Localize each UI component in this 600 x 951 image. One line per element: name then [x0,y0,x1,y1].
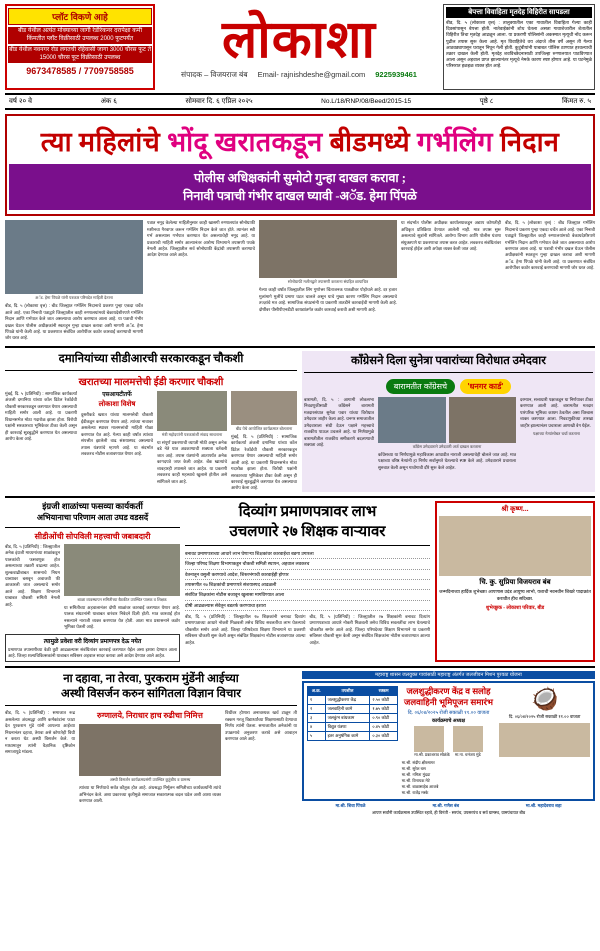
page-count: पृष्ठे ८ [479,98,494,105]
greeting-photo [439,516,591,576]
table-cell: ०.४५ कोटी [370,723,397,732]
disability-point: संबंधित शिक्षकांना नोटीस बजावून खुलासा मागविण्यात आला [185,590,430,600]
table-row [308,696,398,705]
table-header-cell: तपशील [325,687,370,696]
ad-plot-for-sale [5,4,155,90]
issue-date: सोमवार दि. ६ एप्रिल २०२५ [185,98,253,105]
divider-congress [304,372,593,373]
schools-title: इंग्रजी शाळांच्या फसव्या कार्यकर्ती [42,500,143,511]
lead-column-3-text: गेल्या काही वर्षांत जिल्ह्यातील लिंग गुणोत्तर चिंताजनक पातळीवर पोहोचले आहे. दर हजार मुलांमागे मुलींचे प्रमाण घटत चालले असून याचे मुख्य कारण गर्भलिंग निदान असल्याचे तज्ज्ञांचे मत आहे. सामाजिक संघटनांनी या प्रकरणी तातडीने कारवाईची मागणी केली आहे. दोषींवर पीसीपीएनडीटी कायद्यांतर्गत कठोर कारवाई करावी अशी मागणी आहे. [259,287,397,312]
masthead [5,4,595,90]
table-row [308,723,398,732]
lead-column-4: या संदर्भात पोलीस अधीक्षक कार्यालयाकडून अद्याप कोणतीही अधिकृत प्रतिक्रिया देण्यात आलेली नाही. मात्र तपास सुरू असल्याचे सूत्रांनी सांगितले. आरोग्य विभाग आणि पोलीस यंत्रणा संयुक्तपणे या प्रकरणाचा तपास करत आहेत. लवकरच संबंधितांवर कारवाई होईल अशी अपेक्षा व्यक्त केली जात आहे. [401,220,501,251]
disability-point: दोषी आढळल्यास सेवेतून बडतर्फ करण्याचा इशारा [185,601,430,611]
table-cell: ३ [308,714,326,723]
story-congress [302,351,595,492]
price: किंमत रु. ५ [561,98,591,105]
gov-ad-bottom-names [302,803,595,809]
congress-column-3-text: दरम्यान, सत्ताधारी पक्षाकडून या निर्णयावर टीका करण्यात आली आहे. बारामतीत मतदार पारंपरिक भूमिका कायम ठेवतील असा विश्वास व्यक्त करण्यात आला. निवडणुकीच्या तारखा जाहीर झाल्यानंतर प्रचाराला आणखी वेग येईल. [520,396,593,428]
lead-headline [9,122,591,159]
ad-phone: 9673478585 / 7709758585 [26,66,134,76]
greeting-deity-text: श्री कृष्ण... [501,505,529,513]
divider-3 [5,666,595,668]
disability-point: बनावट प्रमाणपत्राच्या आधारे लाभ घेणाऱ्या शिक्षकांवर कारवाईचा बडगा उगारला [185,549,430,559]
guest-list-item: मा.श्री. विनायक मेटे [401,777,430,783]
gov-ad-right-col [499,686,590,795]
ashes-title-line-1: ना दहावा, ना तेरवा, पुरकराम मुंडेंनी आईच्या [63,673,239,686]
headline-part-3: बीडमध्ये [329,127,410,157]
table-row [308,714,398,723]
guest-list-item: मा.श्री. राजेंद्र मस्के [401,789,429,795]
table-cell: २.५० कोटी [370,696,397,705]
section-three [5,501,595,663]
lead-story-columns [5,220,595,342]
news-brief-box [443,4,595,90]
lead-subheadline-band [9,164,591,210]
table-cell: १ [308,696,326,705]
lead-headline-banner [5,114,595,216]
cdr-badge-2: लोकाशा विशेष [98,400,136,408]
ashes-title-line-2: अस्थी विसर्जन करुन सांगितला विज्ञान विचार [61,688,241,701]
cdr-subtitle: खरातच्या मालमत्तेची ईडी करणार चौकशी [78,376,224,388]
congress-column-photos [378,397,516,471]
table-cell: २ [308,705,326,714]
table-cell: इतर अनुषंगिक कामे [325,732,370,741]
bottom-name: मा.श्री. महादेवराव शहा [525,802,562,808]
lead-column-mid-photo [259,220,397,342]
guest-photo-2 [453,726,483,752]
disability-point: जिल्हा परिषद शिक्षण विभागाकडून चौकशी समिती स्थापन, अहवाल लवकरच [185,559,430,569]
gov-ad-footer-line: आपण सर्वांनी कार्यक्रमास उपस्थित रहावे, ही विनंती - सरपंच, उपसरपंच व सर्व ग्रामस्थ, ग्रामपंचायत बीड [371,809,526,815]
schools-column-1: बीड, दि. ५ (प्रतिनिधी) : जिल्ह्यातील अनेक इंग्रजी माध्यमांच्या शाळांकडून पालकांची फसवणूक होत असल्याच्या तक्रारी वाढल्या आहेत. शुल्कवाढीबाबत शासनाचे नियम धाब्यावर बसवून अवाजवी फी आकारली जात असल्याचे समोर आले आहे. शिक्षण विभागाने याबाबत चौकशी समिती नेमली आहे. [5,543,60,607]
gov-ad-table [307,686,398,741]
gov-ad-guest-list [402,760,496,796]
lead-photo-left-caption: अॅड. हेमा पिंपळे यांनी पत्रकार परिषदेत माहिती देताना [35,295,113,301]
news-brief-title: बेपत्ता विवाहिता मृतदेह विहिरीत सापडला [446,7,592,18]
cdr-column-1: मुंबई, दि. ५ (प्रतिनिधी) : सामाजिक कार्यकर्त्या अंजली दमानिया यांच्या कॉल डिटेल रेकॉर्डची चौकशी सरकारकडून करण्यात येणार असल्याची माहिती समोर आली आहे. या प्रकरणी विधानसभेत मोठा गदारोळ झाला होता. विरोधी पक्षांनी सरकारच्या भूमिकेवर टीका केली असून ही कारवाई सूडबुद्धीने करण्यात येत असल्याचा आरोप केला आहे. [5,390,77,441]
issue-number: अंक ६ [100,98,117,105]
disability-body-2: बीड, दि. ५ (प्रतिनिधी) : जिल्ह्यातील २७ शिक्षकांनी बनावट दिव्यांग प्रमाणपत्राच्या आधारे नोकरी मिळवली तसेच विविध सवलतींचा लाभ घेतल्याचे चौकशीत समोर आले आहे. जिल्हा परिषदेच्या शिक्षण विभागाने या प्रकरणी सविस्तर चौकशी सुरू केली असून संबंधित शिक्षकांना नोटीस बजावण्यात आल्या आहेत. [309,613,430,645]
headline-part-1: त्या महिलांचे [40,127,161,157]
gov-ad-right-note: दि. ०६/०४/२०२५ रोजी सकाळी ११.०० वाजता [508,714,581,720]
schools-box-text: प्रमाणपत्र तपासणीच्या वेळी त्रुटी आढळल्यास संबंधितांवर कारवाई करण्यात येईल असा इशारा देण्यात आला आहे. जिल्हा शल्यचिकित्सकांनी याबाबत सविस्तर अहवाल सादर करावा असे आदेश देण्यात आले आहेत. [8,646,177,658]
table-cell: ५ [308,732,326,741]
schools-box-title: त्यामुळे प्रवेशा वरी दिव्यांग प्रमाणपत्र देऊ नयेत [43,638,142,645]
divider-2 [5,496,595,498]
schools-subtitle: अभियानाचा परिणाम आता उघड वडसर्दे [36,512,149,522]
gov-ad-topline: महाराष्ट्र शासन जलयुक्त गावांसाठी महाराष्ट्र अंतर्गत जलजीवन मिशन पुरवठा योजना [302,671,595,679]
ashes-photo [79,724,221,776]
table-cell: विद्युत यंत्रणा [325,723,370,732]
ad-line-1: बीड येथील अत्यंत मोक्याच्या जागी रेडीरेकनर दरापेक्षा कमी किंमतीत प्लॉट विक्रीसाठी उपलब्ध 2000 फूटपर्यंत [8,27,152,44]
coconut-icon: 🥥 [530,686,559,712]
congress-photo-2 [449,397,517,443]
headline-part-5: निदान [499,127,560,157]
table-cell: जलशुद्धीकरण केंद्र [325,696,370,705]
gov-ad-date: दि. ०६/०४/२०२५ रोजी सकाळी ११.०० वाजता [407,709,490,716]
greeting-message: जन्मदिनाच्या हार्दिक शुभेच्छा! आपणास उदंड आयुष्य लाभो, यशाची नवनवीन शिखरे पादाक्रांत करावीत हीच सदिच्छा. [439,588,591,601]
table-row [308,705,398,714]
cdr-photo-1 [157,391,227,431]
divider-schools [5,527,180,528]
congress-badge-left: बारामतीत काँग्रेसचे [386,379,455,394]
congress-title: काँग्रेसने दिला सुनेत्रा पवारांच्या विरोधात उमेदवार [351,354,546,367]
disability-point: वेतनातून वसुली करण्याचे आदेश, शिस्तभंगाची कारवाईही होणार [185,570,430,580]
birthday-greeting-ad [435,501,595,663]
congress-column-2-text: काँग्रेसच्या या निर्णयामुळे महाविकास आघाडीत नाराजी असल्याचेही बोलले जात आहे. मात्र पक्षाच्या वरिष्ठ नेत्यांनी हा निर्णय सर्वानुमते घेतल्याचे स्पष्ट केले आहे. उमेदवाराने प्रचाराला सुरुवात केली असून गावोगावी दौरे सुरू केले आहेत. [378,451,516,470]
guest-name-2: मा.ना. धनंजय मुंडे [454,751,481,757]
section-four [5,671,595,815]
cdr-column-4 [231,391,297,492]
ashes-column-3: विधींवर होणारा अनावश्यक खर्च टाळून ती रक्कम गरजू विद्यार्थ्यांच्या शिक्षणासाठी देण्याचा निर्णय त्यांनी घेतला. समाजातील अनेकांनी या उपक्रमाचे अनुकरण करावे असे आवाहन करण्यात आले आहे. [225,710,297,742]
story-schools [5,501,180,663]
disability-title-line-2: उचलणारे २७ शिक्षक वाऱ्यावर [229,523,386,540]
ashes-subtitle: रुग्णालये, निराधार हाच रुढीचा निमित्त [97,711,203,721]
news-brief-body: बीड, दि. ५ (लोकाशा वृत्त) : तालुक्यातील एका गावातील विवाहिता गेल्या काही दिवसांपासून बेपत्ता होती. नातेवाईकांनी शोध घेतला असता गावाशेजारील शेतातील विहिरीत तिचा मृतदेह आढळून आला. या प्रकरणी पोलिसांनी अकस्मात मृत्यूची नोंद करून पुढील तपास सुरू केला आहे. मृत विवाहितेचे वय अंदाजे तीस वर्षे असून ती गेल्या आठवड्यापासून घरातून निघून गेली होती. कुटुंबीयांनी याबाबत पोलिस ठाण्यात हरवल्याची तक्रार दाखल केली होती. मृतदेह शवविच्छेदनासाठी उपजिल्हा रुग्णालयात पाठविण्यात आला असून अहवाल प्राप्त झाल्यानंतर मृत्यूचे नेमके कारण स्पष्ट होणार आहे. या घटनेमुळे परिसरात हळहळ व्यक्त होत आहे. [446,20,592,69]
greeting-person-name: चि. कु. सुप्रिया विजयराव बंब [479,578,551,586]
subheadline-line-1: पोलीस अधिक्षकांनी सुमोटो गुन्हा दाखल करावा ; [194,171,406,185]
masthead-subline [181,70,417,80]
greeting-from: शुभेच्छुक - लोकाशा परिवार, बीड [485,604,545,611]
table-cell: जलवाहिनी कामे [325,705,370,714]
ad-line-2: बीड येथील नवनगर रोड लगतची रहिवासी जागा 3000 चौरस फूट ते 15000 चौरस फूट विक्रीसाठी उपलब्ध [8,46,152,63]
editor-name: संपादक – विजयराज बंब [181,69,248,79]
table-cell: ०.३० कोटी [370,732,397,741]
cdr-photo-1-caption: मंत्री महोदयांनी पत्रकारांशी संवाद साधताना [161,431,223,437]
story-cdr [5,351,297,492]
table-cell: ४ [308,723,326,732]
cdr-column-3-text: या संपूर्ण प्रकरणाची व्याप्ती मोठी असून अनेक बडे नेते यात अडकण्याची शक्यता वर्तवली जात आहे. तपास यंत्रणांनी आतापर्यंत अनेक कागदपत्रे जप्त केली आहेत. बँक खात्यांचे व्यवहारही तपासले जात आहेत. या प्रकरणी लवकरच काही महत्त्वाचे खुलासे होतील असे सांगितले जात आहे. [157,439,227,484]
guest-photo-1 [414,726,444,752]
lead-column-5: बीड, दि. ५ (लोकाशा वृत्त) : बीड जिल्ह्यात गर्भलिंग निदानाचे प्रकरण पुन्हा एकदा चर्चेत आले आहे. एका निनावी पत्राद्वारे जिल्ह्यातील काही रुग्णालयांमध्ये बेकायदेशीरपणे गर्भलिंग निदान आणि गर्भपात केले जात असल्याचा आरोप करण्यात आला आहे. या पत्राची गंभीर दखल घेऊन पोलीस अधीक्षकांनी स्वतःहून गुन्हा दाखल करावा अशी मागणी अॅड. हेमा पिंपळे यांनी केली आहे. या प्रकरणात संबंधित आरोपींवर कठोर कारवाई करण्याची मागणी जोर धरत आहे. [505,220,595,271]
cdr-photo-2 [231,391,297,425]
divider-disability [185,545,430,546]
cdr-column-4-text: मुंबई, दि. ५ (प्रतिनिधी) : सामाजिक कार्यकर्त्या अंजली दमानिया यांच्या कॉल डिटेल रेकॉर्डची चौकशी सरकारकडून करण्यात येणार असल्याची माहिती समोर आली आहे. या प्रकरणी विधानसभेत मोठा गदारोळ झाला होता. विरोधी पक्षांनी सरकारच्या भूमिकेवर टीका केली असून ही कारवाई सूडबुद्धीने करण्यात येत असल्याचा आरोप केला आहे. [231,433,297,491]
issue-info-strip [5,93,595,110]
lead-photo-left [5,220,143,294]
disability-points [185,549,430,611]
guest-list-item: मा.श्री. बाळासाहेब आजबे [401,783,439,789]
lead-column-1-text: बीड, दि. ५ (लोकाशा वृत्त) : बीड जिल्ह्यात गर्भलिंग निदानाचे प्रकरण पुन्हा एकदा चर्चेत आले आहे. एका निनावी पत्राद्वारे जिल्ह्यातील काही रुग्णालयांमध्ये बेकायदेशीरपणे गर्भलिंग निदान आणि गर्भपात केले जात असल्याचा आरोप करण्यात आला आहे. या पत्राची गंभीर दखल घेऊन पोलीस अधीक्षकांनी स्वतःहून गुन्हा दाखल करावा अशी मागणी अॅड. हेमा पिंपळे यांनी केली आहे. या प्रकरणात संबंधित आरोपींवर कठोर कारवाई करण्याची मागणी जोर धरत आहे. [5,303,143,341]
ashes-photo-caption: अस्थी विसर्जन कार्यक्रमप्रसंगी उपस्थित कुटुंबीय व ग्रामस्थ [109,777,191,783]
headline-part-2: भोंदू खरातकडून [167,127,323,157]
cdr-column-2 [81,391,153,492]
cdr-column-3 [157,391,227,492]
congress-badge-highlight: 'धनगर कार्ड' [460,379,512,394]
congress-badges [304,376,593,394]
table-header-cell: अ.क्र. [308,687,326,696]
whatsapp-number: 9225939461 [375,70,417,79]
divider-cdr [5,370,297,371]
gov-ad-right-photo [499,723,590,757]
cdr-title: दमानियांच्या सीडीआरची सरकारकडून चौकशी [58,352,244,365]
story-ashes [5,671,297,815]
gov-ad-guest-2 [453,726,483,758]
disability-title-line-1: दिव्यांग प्रमाणपत्रावर लाभ [238,503,377,520]
table-cell: ०.९० कोटी [370,714,397,723]
table-header-cell: रक्कम [370,687,397,696]
page-title: लोकाशा [222,11,376,69]
table-row [308,732,398,741]
registration-number: No.L/18/RNP/08/Beed/2015-15 [321,98,412,105]
ad-headline: प्लॉट विकणे आहे [8,8,152,25]
disability-body-1: बीड, दि. ५ (प्रतिनिधी) : जिल्ह्यातील २७ शिक्षकांनी बनावट दिव्यांग प्रमाणपत्राच्या आधारे नोकरी मिळवली तसेच विविध सवलतींचा लाभ घेतल्याचे चौकशीत समोर आले आहे. जिल्हा परिषदेच्या शिक्षण विभागाने या प्रकरणी सविस्तर चौकशी सुरू केली असून संबंधित शिक्षकांना नोटीस बजावण्यात आल्या आहेत. [185,613,306,645]
lead-photo-mid-caption: सोनोग्राफी मशीनद्वारे तपासणी करताना संग्रहित छायाचित्र [287,279,369,285]
disability-point: तपासणीत २७ शिक्षकांची प्रमाणपत्रे संशयास्पद आढळली [185,580,430,590]
gov-ad-left-col [307,686,398,795]
cdr-column-2-text: दुसरीकडे खरात यांच्या मालमत्तेची चौकशी ईडीकडून करण्यात येणार आहे. त्यांच्या नावावर असलेल्या स्थावर मालमत्तांची माहिती गोळा करण्यात येत आहे. गेल्या काही वर्षांत त्यांच्या संपत्तीत झालेली वाढ संशयास्पद असल्याचे तपास यंत्रणांचे म्हणणे आहे. या संदर्भात लवकरच नोटीस बजावण्यात येणार आहे. [81,412,153,456]
schools-info-box [5,634,180,663]
schools-photo-caption: शाळा व्यवस्थापन समितीच्या बैठकीत उपस्थित पालक व शिक्षक [77,596,167,602]
gov-ad-president-label: कार्यक्रमाचे अध्यक्ष [432,717,465,724]
bottom-name: मा.श्री. शिवा पिंपळे [335,802,366,808]
table-cell: जलकुंभ बांधकाम [325,714,370,723]
schools-column-2 [64,544,180,631]
table-cell: १.७५ कोटी [370,705,397,714]
lead-column-photo [5,220,143,342]
bottom-name: मा.श्री. गणेश बंब [432,802,459,808]
guest-list-item: मा.श्री. संदीप क्षीरसागर [401,759,435,765]
congress-photo-caption: काँग्रेस उमेदवाराने उमेदवारी अर्ज दाखल करताना [412,443,482,449]
gov-ad-guest-1 [414,726,450,758]
guest-list-item: मा.श्री. सुरेश धस [401,765,426,771]
lead-photo-mid [259,220,397,278]
lead-column-2: पत्रात नमूद केलेल्या माहितीनुसार काही खासगी रुग्णालयांत सोनोग्राफी मशीनचा गैरवापर करून गर्भलिंग निदान केले जात होते. त्यानंतर स्त्री गर्भ असल्यास गर्भपात करण्यात येत असल्याचेही नमूद आहे. या प्रकाराची माहिती समोर आल्यानंतर आरोग्य विभागाने तपासणी पथके नेमली आहेत. जिल्ह्यातील सर्व सोनोग्राफी केंद्रांची तपासणी करण्याचे आदेश देण्यात आले आहेत. [147,220,255,258]
gov-ad-center-col [402,686,496,795]
guest-list-item: मा.श्री. नमिता मुंदडा [401,771,431,777]
congress-photo-2-caption: पक्षाच्या नेत्यांसोबत चर्चा करताना [533,431,580,437]
headline-part-4: गर्भलिंग [417,127,493,157]
ashes-column-2 [79,710,221,804]
gov-ad-title: जलशुद्धीकरण केंद्र व सलोह जलवाहिनी भूमिपूजन समारंभ [404,686,493,708]
schools-photo [64,544,180,596]
congress-column-3 [520,397,593,471]
subheadline-line-2: निनावी पत्राची गंभीर दाखल घ्यावी -अॅड. हेमा पिंपळे [183,189,417,204]
cdr-photo-2-caption: बीड येथे आयोजित कार्यक्रमात बोलताना [235,425,293,431]
schools-column-2-text: या समितीच्या अहवालानंतर दोषी शाळांवर कारवाई करण्यात येणार आहे. पालक संघटनांनी याबाबत वारंवार निवेदने दिली होती. मात्र कारवाई होत नसल्याने नाराजी व्यक्त करण्यात येत होती. आता मात्र प्रशासनाने कठोर भूमिका घेतली आहे. [64,604,180,630]
divider-ashes [5,705,297,706]
congress-column-1: बारामती, दि. ५ : आगामी लोकसभा निवडणुकीसाठी काँग्रेसने बारामती मतदारसंघात सुनेत्रा पवार यांच्या विरोधात उमेदवार जाहीर केला आहे. धनगर समाजातील उमेदवाराला संधी देऊन पक्षाने महत्त्वाचे राजकीय पाऊल उचलले आहे. या निर्णयामुळे बारामतीतील राजकीय समीकरणे बदलण्याची शक्यता आहे. [304,396,374,447]
cdr-badge-1: एसआयटीतर्फे [102,391,132,398]
story-disability-certs [185,501,430,663]
government-ad [302,671,595,815]
ashes-column-2-text: त्यांच्या या निर्णयाचे सर्वत्र कौतुक होत आहे. अंधश्रद्धा निर्मूलन समितीच्या कार्यकर्त्यांनी त्यांचे अभिनंदन केले. अशा प्रकारच्या कृतीमुळे समाजात सकारात्मक बदल घडेल अशी आशा व्यक्त करण्यात आली. [79,785,221,804]
paper-title-block [159,4,439,90]
volume-year: वर्ष २० वे [9,98,32,105]
schools-subtitle-2: सीडीओंची सोपविली महत्त्वाची जबाबदारी [34,531,151,541]
divider-1 [5,346,595,348]
email-text: Email- rajnishdeshe@gmail.com [257,70,366,79]
guest-name-1: मा.श्री. प्रकाशराव सोळंके [414,751,450,757]
ashes-column-1: बीड, दि. ५ (प्रतिनिधी) : समाजात रूढ असलेल्या अंधश्रद्धा आणि कर्मकांडांना फाटा देत पुरकराम मुंडे यांनी आपल्या आईच्या निधनानंतर दहावा, तेरावा असे कोणतेही विधी न करता थेट अस्थी विसर्जन केले. या माध्यमातून त्यांनी वैज्ञानिक दृष्टिकोन समाजापुढे मांडला. [5,710,75,755]
congress-photo-1 [378,397,446,443]
section-two [5,351,595,492]
